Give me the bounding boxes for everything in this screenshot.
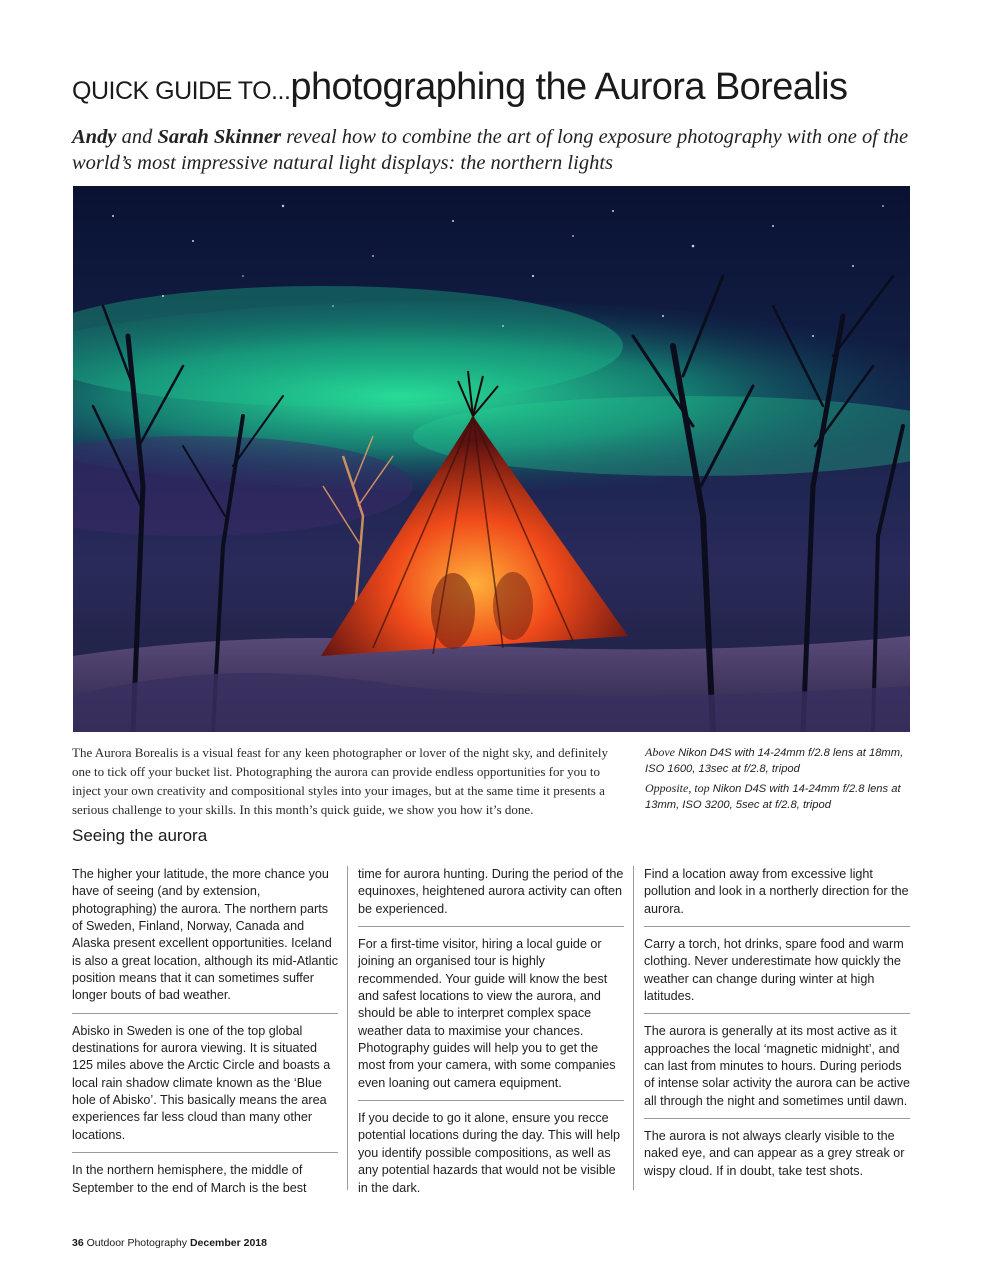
paragraph: Find a location away from excessive light pollution and look in a northerly direction for the aurora. xyxy=(644,867,909,916)
divider xyxy=(644,926,910,927)
paragraph: For a first-time visitor, hiring a local guide or joining an organised tour is highly recommended. Your guide will know the best and safest locations to view the aurora, and should be able to interpret complex space weather data to maximise your chances. Photography guides will help you to get the most from your camera, with some companies even loaning out camera equipment. xyxy=(358,937,616,1090)
author-first: Andy xyxy=(72,126,117,148)
divider xyxy=(644,1118,910,1119)
standfirst xyxy=(72,124,912,176)
issue-date: December 2018 xyxy=(189,1237,267,1249)
page-footer xyxy=(72,1237,267,1249)
magazine-name: Outdoor Photography xyxy=(83,1237,190,1249)
paragraph: time for aurora hunting. During the period of the equinoxes, heightened aurora activity can often be experienced. xyxy=(358,867,624,916)
headline xyxy=(72,66,932,109)
divider xyxy=(644,1013,910,1014)
divider xyxy=(72,1013,338,1014)
page-number: 36 xyxy=(72,1237,84,1249)
caption-text: Nikon D4S with 14-24mm f/2.8 lens at 13mm, ISO 3200, 5sec at f/2.8, tripod xyxy=(645,783,901,811)
column-3 xyxy=(644,866,910,1180)
intro-paragraph: The Aurora Borealis is a visual feast for any keen photographer or lover of the night sky, and definitely one to tick off your bucket list. Photographing the aurora can provide endless opportunities for you to inject your own creativity and compositional styles into your images, but at the same time it presents a serious challenge to your skills. In this month’s quick guide, we show you how it’s done. xyxy=(72,745,608,817)
column-rule xyxy=(347,866,348,1190)
caption-above xyxy=(645,744,915,777)
paragraph: Abisko in Sweden is one of the top global destinations for aurora viewing. It is situated 125 miles above the Arctic Circle and boasts a local rain shadow climate known as the ‘Blue hole of Abisko’. This basically means the area experiences far less cloud than many other locations. xyxy=(72,1023,331,1142)
standfirst-text: reveal how to combine the art of long exposure photography with one of the world’s most impressive natural light displays: the northern lights xyxy=(72,126,909,174)
caption-label: Opposite, top xyxy=(645,781,710,795)
standfirst-and: and xyxy=(116,126,158,148)
paragraph: If you decide to go it alone, ensure you recce potential locations during the day. This will help you identify possible compositions, as well as any potential hazards that would not be visible in the dark. xyxy=(358,1111,621,1195)
section-heading: Seeing the aurora xyxy=(72,826,208,845)
column-rule xyxy=(633,866,634,1190)
caption-opposite xyxy=(645,780,915,813)
author-second: Sarah Skinner xyxy=(157,126,282,148)
paragraph: Carry a torch, hot drinks, spare food and warm clothing. Never underestimate how quickly the weather can change during winter at high latitudes. xyxy=(644,937,904,1004)
aurora-tipi-photo xyxy=(73,186,910,732)
divider xyxy=(358,926,624,927)
paragraph: The aurora is generally at its most active as it approaches the local ‘magnetic midnight’, and can last from minutes to hours. During periods of intense solar activity the aurora can be active all through the night and sometimes until dawn. xyxy=(644,1024,911,1108)
caption-text: Nikon D4S with 14-24mm f/2.8 lens at 18mm, ISO 1600, 13sec at f/2.8, tripod xyxy=(645,747,904,775)
column-2 xyxy=(358,866,624,1197)
article-title: photographing the Aurora Borealis xyxy=(290,66,848,108)
paragraph: In the northern hemisphere, the middle of September to the end of March is the best xyxy=(72,1163,307,1195)
divider xyxy=(358,1100,624,1101)
photo-captions xyxy=(645,744,915,816)
paragraph: The aurora is not always clearly visible to the naked eye, and can appear as a grey streak or wispy cloud. If in doubt, take test shots. xyxy=(644,1129,905,1178)
paragraph: The higher your latitude, the more chance you have of seeing (and by extension, photographing) the aurora. The northern parts of Sweden, Finland, Norway, Canada and Alaska present excellent opportunities. Iceland is also a great location, although its mid-Atlantic position means that it can sometimes suffer longer bouts of bad weather. xyxy=(72,867,339,1003)
quick-guide-kicker: QUICK GUIDE TO... xyxy=(72,77,291,105)
caption-label: Above xyxy=(645,745,675,759)
column-1 xyxy=(72,866,338,1197)
divider xyxy=(72,1152,338,1153)
